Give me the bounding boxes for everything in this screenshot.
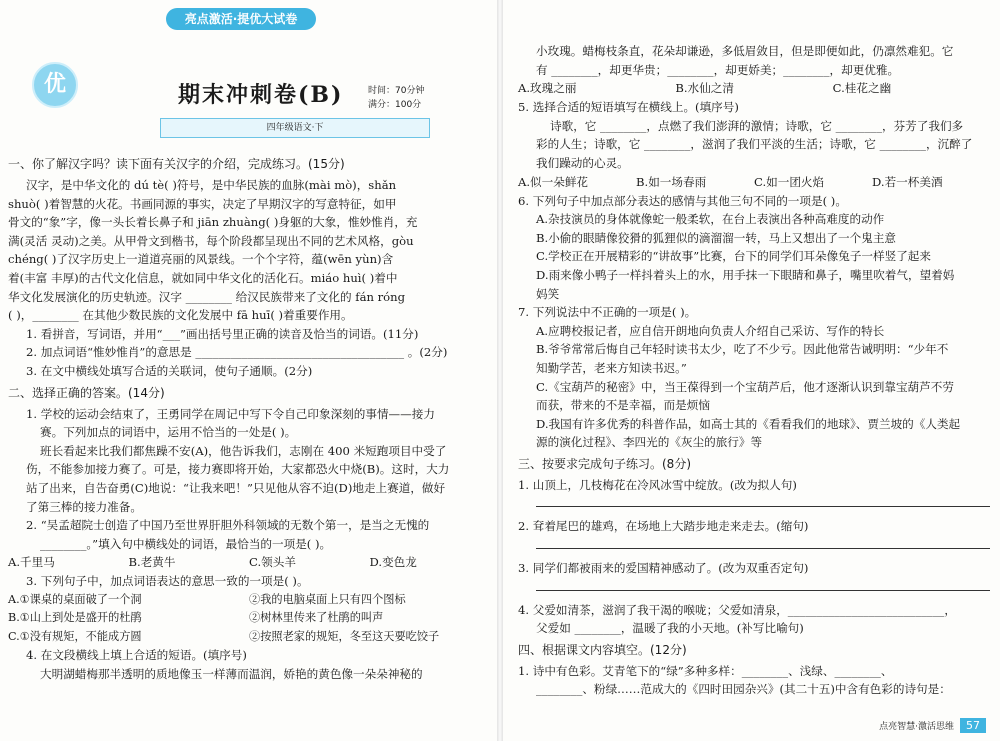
text-line: B.爷爷常常后悔自己年轻时读书太少，吃了不少亏。因此他常告诫明明：“少年不 (536, 342, 949, 357)
text-line: A.应聘校报记者，应自信开朗地向负责人介绍自己采访、写作的特长 (536, 323, 885, 338)
section-heading: 三、按要求完成句子练习。(8分) (518, 456, 691, 471)
section-heading: 二、选择正确的答案。(14分) (8, 385, 165, 400)
banner: 亮点激活·提优大试卷 (166, 8, 316, 30)
text-line: 父爱如 ________，温暖了我的小天地。(补写比喻句) (536, 621, 804, 636)
option: ②按照老家的规矩，冬至这天要吃饺子 (249, 629, 440, 643)
option: B.老黄牛 (128, 555, 176, 570)
option: ②树林里传来了杜鹃的叫声 (249, 611, 384, 625)
text-line: 伤，不能参加接力赛了。可是，接力赛即将开始，大家都恐火中烧(B)。这时，大力 (26, 462, 450, 477)
text-line: A.杂技演员的身体就像蛇一般柔软，在台上表演出各种高难度的动作 (536, 212, 885, 227)
text-line: 汉字，是中华文化的 dú tè( )符号，是中华民族的血脉(mài mò)，shǎn (26, 178, 397, 192)
text-line: 赛。下列加点的词语中，运用不恰当的一处是( )。 (40, 425, 297, 440)
section-heading: 四、根据课文内容填空。(12分) (518, 642, 687, 657)
text-line: 2. “吴孟超院士创造了中国乃至世界肝胆外科领域的无数个第一，是当之无愧的 (26, 518, 430, 533)
text-line: 3. 下列句子中，加点词语表达的意思一致的一项是( )。 (26, 574, 309, 589)
text-line: 小玫瑰。蜡梅枝条直，花朵却谦逊，多低眉敛目，但是即便如此，仍凛然难犯。它 (536, 44, 954, 58)
text-line: 4. 父爱如清茶，滋润了我干渴的喉咙；父爱如清泉，___________________________， (518, 602, 956, 617)
option: B.水仙之清 (675, 81, 734, 96)
option: C.①没有规矩，不能成方圆 (8, 629, 142, 643)
text-line: 了第三棒的接力准备。 (26, 499, 142, 514)
left-body (8, 152, 490, 683)
text-line: 6. 下列句子中加点部分表达的感情与其他三句不同的一项是( )。 (518, 193, 847, 208)
option: ②我的电脑桌面上只有四个图标 (249, 592, 406, 606)
text-line: 诗歌，它 ________，点燃了我们澎湃的激情；诗歌，它 ________，芬芳了我们多 (550, 118, 964, 133)
text-line: D.雨来像小鸭子一样抖着头上的水，用手抹一下眼睛和鼻子，嘴里吹着气，望着妈 (536, 267, 955, 282)
text-line: 妈笑 (536, 286, 560, 301)
text-line: 1. 学校的运动会结束了，王勇同学在周记中写下令自己印象深刻的事情——接力 (26, 406, 435, 421)
text-line: chéng( )了汉字历史上一道道亮丽的风景线。一个个字符，蕴(wēn yùn)含 (8, 252, 394, 267)
text-line: 3. 在文中横线处填写合适的关联词，使句子通顺。(2分) (26, 363, 313, 378)
text-line: 着(丰富 丰厚)的古代文化信息，就如同中华文化的活化石。miáo huì( )着中 (8, 270, 398, 285)
full-score: 满分：100分 (368, 100, 422, 110)
page-number: 57 (960, 718, 986, 733)
text-line: 班长看起来比我们都焦躁不安(A)，他告诉我们，志刚在 400 米短跑项目中受了 (40, 443, 447, 458)
option: D.若一杯美酒 (872, 174, 943, 189)
text-line: 知勤学苦，老来方知读书迟。” (536, 360, 687, 375)
options-row (8, 553, 490, 572)
subject-label: 四年级语文·下 (160, 118, 430, 138)
text-line: B.小偷的眼睛像狡猾的狐狸似的滴溜溜一转，马上又想出了一个鬼主意 (536, 230, 897, 245)
option: A.①课桌的桌面破了一个洞 (8, 592, 142, 606)
right-column (500, 0, 1000, 741)
answer-line[interactable] (536, 578, 990, 591)
time-limit: 时间：70分钟 (368, 86, 425, 96)
text-line: 2. 耷着尾巴的雄鸡，在场地上大踏步地走来走去。(缩句) (518, 519, 809, 534)
option: C.领头羊 (249, 555, 296, 570)
text-line: D.我国有许多优秀的科普作品，如高士其的《看看我们的地球》、贾兰坡的《人类起 (536, 416, 961, 431)
answer-line[interactable] (536, 536, 990, 549)
text-line: ( )，________ 在其他少数民族的文化发展中 fā huī( )着重要作用。 (8, 308, 353, 323)
options-row (518, 79, 990, 98)
text-line: 大明湖蜡梅那半透明的质地像玉一样薄而温润，娇艳的黄色像一朵朵神秘的 (40, 666, 423, 681)
text-line: 而获，带来的不是幸福，而是烦恼 (536, 398, 710, 413)
text-line: 华文化发展演化的历史轨迹。汉字 ________ 给汉民族带来了文化的 fán róng (8, 289, 406, 304)
footer (879, 718, 986, 733)
text-line: 3. 同学们都被雨来的爱国精神感动了。(改为双重否定句) (518, 561, 809, 576)
text-line: 有 ________，却更华贵；________，却更娇美；________，却更优雅。 (536, 62, 900, 77)
text-line: 4. 在文段横线上填上合适的短语。(填序号) (26, 648, 247, 663)
footer-text: 点亮智慧·激活思维 (879, 722, 954, 732)
text-line: 骨文的“象”字，像一头长着长鼻子和 jiān zhuàng( )身躯的大象，惟妙惟肖，充 (8, 215, 418, 230)
right-body (518, 42, 990, 699)
text-line: 我们躁动的心灵。 (536, 155, 629, 170)
text-line: C.《宝葫芦的秘密》中，当王葆得到一个宝葫芦后，他才逐渐认识到靠宝葫芦不劳 (536, 379, 954, 394)
option: D.变色龙 (369, 555, 417, 570)
option: A.玫瑰之丽 (518, 81, 577, 96)
options-row (518, 173, 990, 192)
option: C.桂花之幽 (832, 81, 892, 96)
text-line: 2. 加点词语“惟妙惟肖”的意思是 ____________________________________ 。(2分) (26, 345, 448, 360)
badge-icon: 优 (32, 62, 78, 108)
text-line: 站了出来，自告奋勇(C)地说：“让我来吧！”只见他从容不迫(D)地走上赛道，做好 (26, 480, 446, 495)
text-line: shuò( )着智慧的火花。书画同源的事实，决定了早期汉字的写意特征，如甲 (8, 196, 397, 211)
option: B.如一场春雨 (636, 174, 707, 189)
exam-meta (368, 84, 424, 112)
text-line: 1. 诗中有色彩。艾青笔下的“绿”多种多样：________、浅绿、________、 (518, 663, 893, 678)
option: B.①山上到处是盛开的杜鹃 (8, 611, 142, 625)
text-line: 源的演化过程》、李四光的《灰尘的旅行》等 (536, 435, 763, 450)
text-line: 5. 选择合适的短语填写在横线上。(填序号) (518, 100, 739, 115)
text-line: 1. 山顶上，几枝梅花在冷风冰雪中绽放。(改为拟人句) (518, 477, 797, 492)
page-title: 期末冲刺卷(B) (178, 82, 344, 108)
option: A.似一朵鲜花 (518, 174, 589, 189)
text-line: ________、粉绿……范成大的《四时田园杂兴》(其二十五)中含有色彩的诗句是： (536, 682, 951, 697)
text-line: C.学校正在开展精彩的“讲故事”比赛，台下的同学们耳朵像兔子一样竖了起来 (536, 249, 931, 264)
text-line: ________。”填入句中横线处的词语，最恰当的一项是( )。 (40, 536, 332, 551)
options-row (8, 591, 490, 646)
text-line: 1. 看拼音，写词语，并用“___”画出括号里正确的读音及恰当的词语。(11分) (26, 326, 419, 341)
answer-line[interactable] (536, 494, 990, 507)
text-line: 满(灵活 灵动)之美。从甲骨文到楷书，每个阶段都呈现出不同的艺术风格，gòu (8, 233, 414, 248)
option: A.千里马 (8, 555, 55, 570)
text-line: 彩的人生；诗歌，它 ________，滋润了我们平淡的生活；诗歌，它 ________，沉醉了 (536, 137, 973, 152)
section-heading: 一、你了解汉字吗？读下面有关汉字的介绍，完成练习。(15分) (8, 157, 345, 171)
text-line: 7. 下列说法中不正确的一项是( )。 (518, 305, 697, 320)
option: C.如一团火焰 (754, 174, 825, 189)
